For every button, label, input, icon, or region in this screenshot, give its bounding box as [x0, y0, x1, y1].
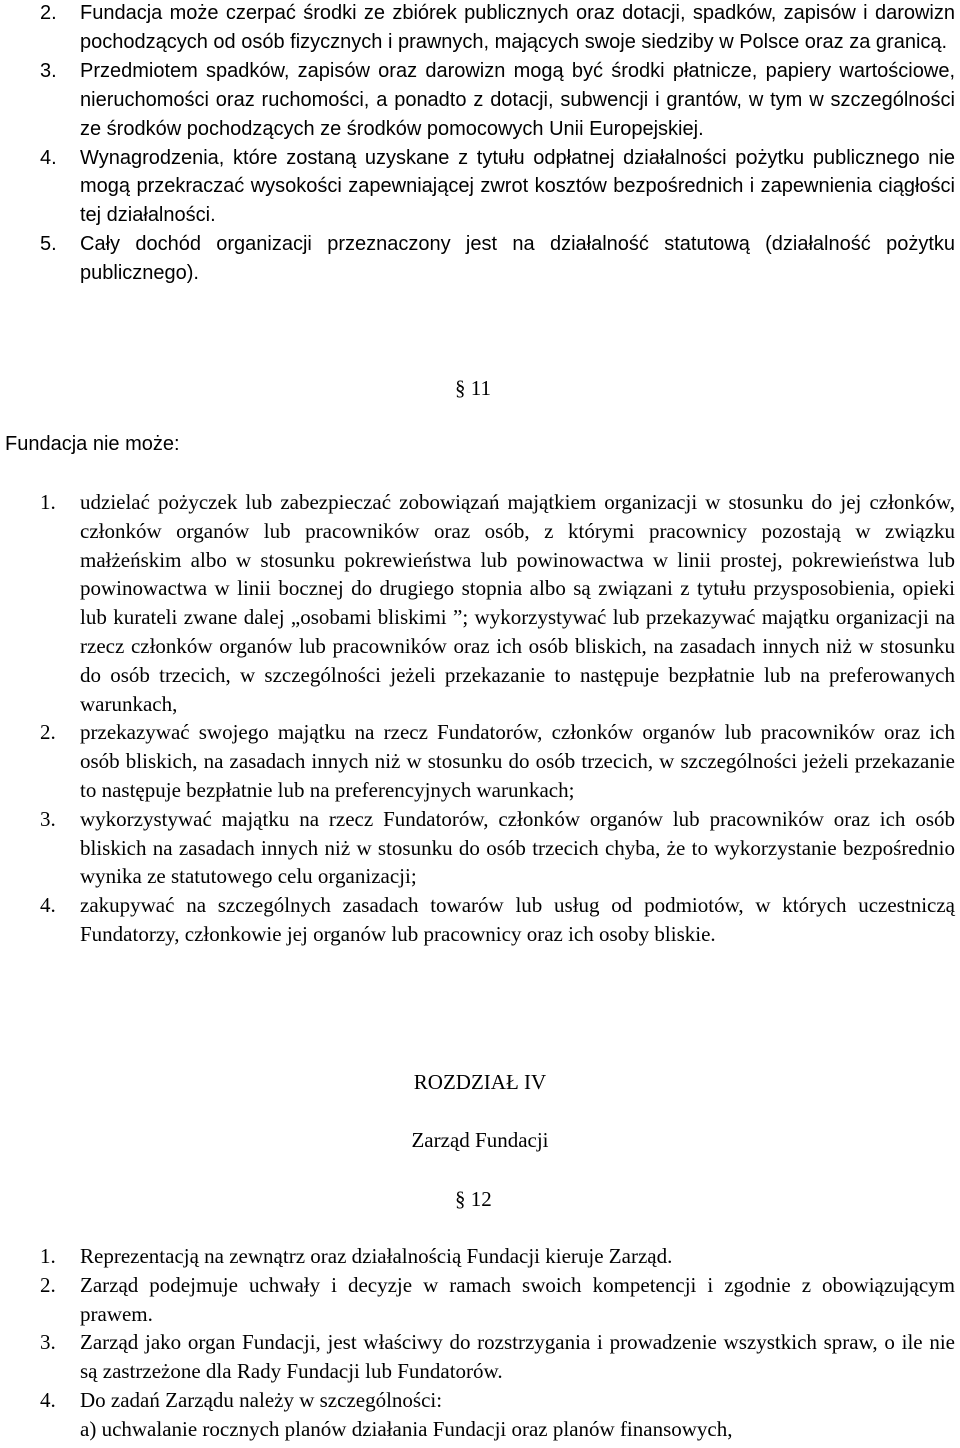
list-number: 2.	[40, 720, 56, 745]
list-text: Przedmiotem spadków, zapisów oraz darowizn mogą być środki płatnicze, papiery wartościowe, nieruchomości oraz ruchomości, a ponadto z dotacji, subwencji i grantów, w tym w szczególności ze środków pochodzących ze środków pomocowych Unii Europejskiej.	[80, 59, 955, 140]
list-item	[0, 1328, 960, 1386]
list-text: Reprezentacją na zewnątrz oraz działalnością Fundacji kieruje Zarząd.	[80, 1244, 673, 1268]
top-list	[0, 0, 960, 288]
list-item	[0, 144, 960, 231]
list-item	[0, 488, 960, 718]
list-item	[0, 57, 960, 144]
chapter-subtitle: Zarząd Fundacji	[411, 1128, 549, 1152]
list-number: 4.	[40, 146, 57, 169]
list-number: 3.	[40, 59, 57, 82]
list-item	[0, 1386, 960, 1415]
list-number: 5.	[40, 233, 57, 256]
list-text: Wynagrodzenia, które zostaną uzyskane z tytułu odpłatnej działalności pożytku publicznego nie mogą przekraczać wysokości zapewniającej zwrot kosztów bezpośrednich i zapewnienia ciągłości tej działalności.	[80, 146, 955, 227]
prohibitions-list	[0, 488, 960, 949]
list-text: udzielać pożyczek lub zabezpieczać zobowiązań majątkiem organizacji w stosunku do jej członków, członków organów lub pracowników oraz osób, z którymi pracownicy pozostają w związku małżeńskim albo w stosunku pokrewieństwa lub powinowactwa w linii prostej, pokrewieństwa lub powinowactwa w linii bocznej do drugiego stopnia albo są związani z tytułu przysposobienia, opieki lub kurateli zwane dalej „osobami bliskimi ”; wykorzystywać lub przekazywać majątku organizacji na rzecz członków organów lub pracowników oraz ich osób bliskich, na zasadach innych niż w stosunku do osób trzecich, w szczególności jeżeli przekazanie to następuje bezpłatnie lub na preferowanych warunkach,	[80, 490, 955, 716]
list-item	[0, 805, 960, 891]
list-number: 2.	[40, 2, 57, 24]
list-text: przekazywać swojego majątku na rzecz Fundatorów, członków organów lub pracowników oraz ich osób bliskich, na zasadach innych niż w stosunku do osób trzecich, w szczególności jeżeli przekazanie to następuje bezpłatnie lub na preferencyjnych warunkach;	[80, 720, 955, 802]
list-text: Fundacja może czerpać środki ze zbiórek publicznych oraz dotacji, spadków, zapisów i darowizn pochodzących od osób fizycznych i prawnych, mających swoje siedziby w Polsce oraz za granicą.	[80, 2, 955, 53]
list-item	[0, 0, 960, 57]
section-11-label: § 11	[455, 376, 491, 400]
list-text: Cały dochód organizacji przeznaczony jest na działalność statutową (działalność pożytku publicznego).	[80, 233, 955, 285]
list-item	[0, 718, 960, 804]
list-number: 3.	[40, 1330, 56, 1355]
list-text: wykorzystywać majątku na rzecz Fundatorów, członków organów lub pracowników oraz ich osób bliskich na zasadach innych niż w stosunku do osób trzecich chyba, że to wykorzystanie bezpośrednio wynika ze statutowego celu organizacji;	[80, 806, 955, 889]
list-text: zakupywać na szczególnych zasadach towarów lub usług od podmiotów, w których uczestniczą Fundatorzy, członkowie jej organów lub pracownicy oraz ich osoby bliskie.	[80, 893, 955, 946]
list-item	[0, 891, 960, 949]
section-12-label: § 12	[455, 1187, 492, 1211]
list-text: Do zadań Zarządu należy w szczególności:	[80, 1387, 443, 1412]
list-number: 2.	[40, 1272, 56, 1297]
list-item	[0, 230, 960, 288]
list-number: 1.	[40, 1244, 56, 1268]
list-number: 4.	[40, 893, 56, 918]
list-item	[0, 1271, 960, 1329]
list-text: Zarząd jako organ Fundacji, jest właściwy do rozstrzygania i prowadzenie wszystkich spraw, o ile nie są zastrzeżone dla Rady Fundacji lub Fundatorów.	[80, 1330, 955, 1384]
sub-list-text: a) uchwalanie rocznych planów działania Fundacji oraz planów finansowych,	[80, 1416, 733, 1441]
list-item	[0, 1242, 960, 1271]
section-11-intro: Fundacja nie może:	[5, 433, 180, 455]
list-text: Zarząd podejmuje uchwały i decyzje w ramach swoich kompetencji i zgodnie z obowiązującym prawem.	[80, 1272, 955, 1326]
list-number: 1.	[40, 490, 56, 514]
board-list	[0, 1242, 960, 1444]
chapter-title: ROZDZIAŁ IV	[413, 1070, 547, 1094]
sub-list-item	[0, 1415, 960, 1444]
list-number: 4.	[40, 1387, 56, 1412]
list-number: 3.	[40, 806, 56, 831]
